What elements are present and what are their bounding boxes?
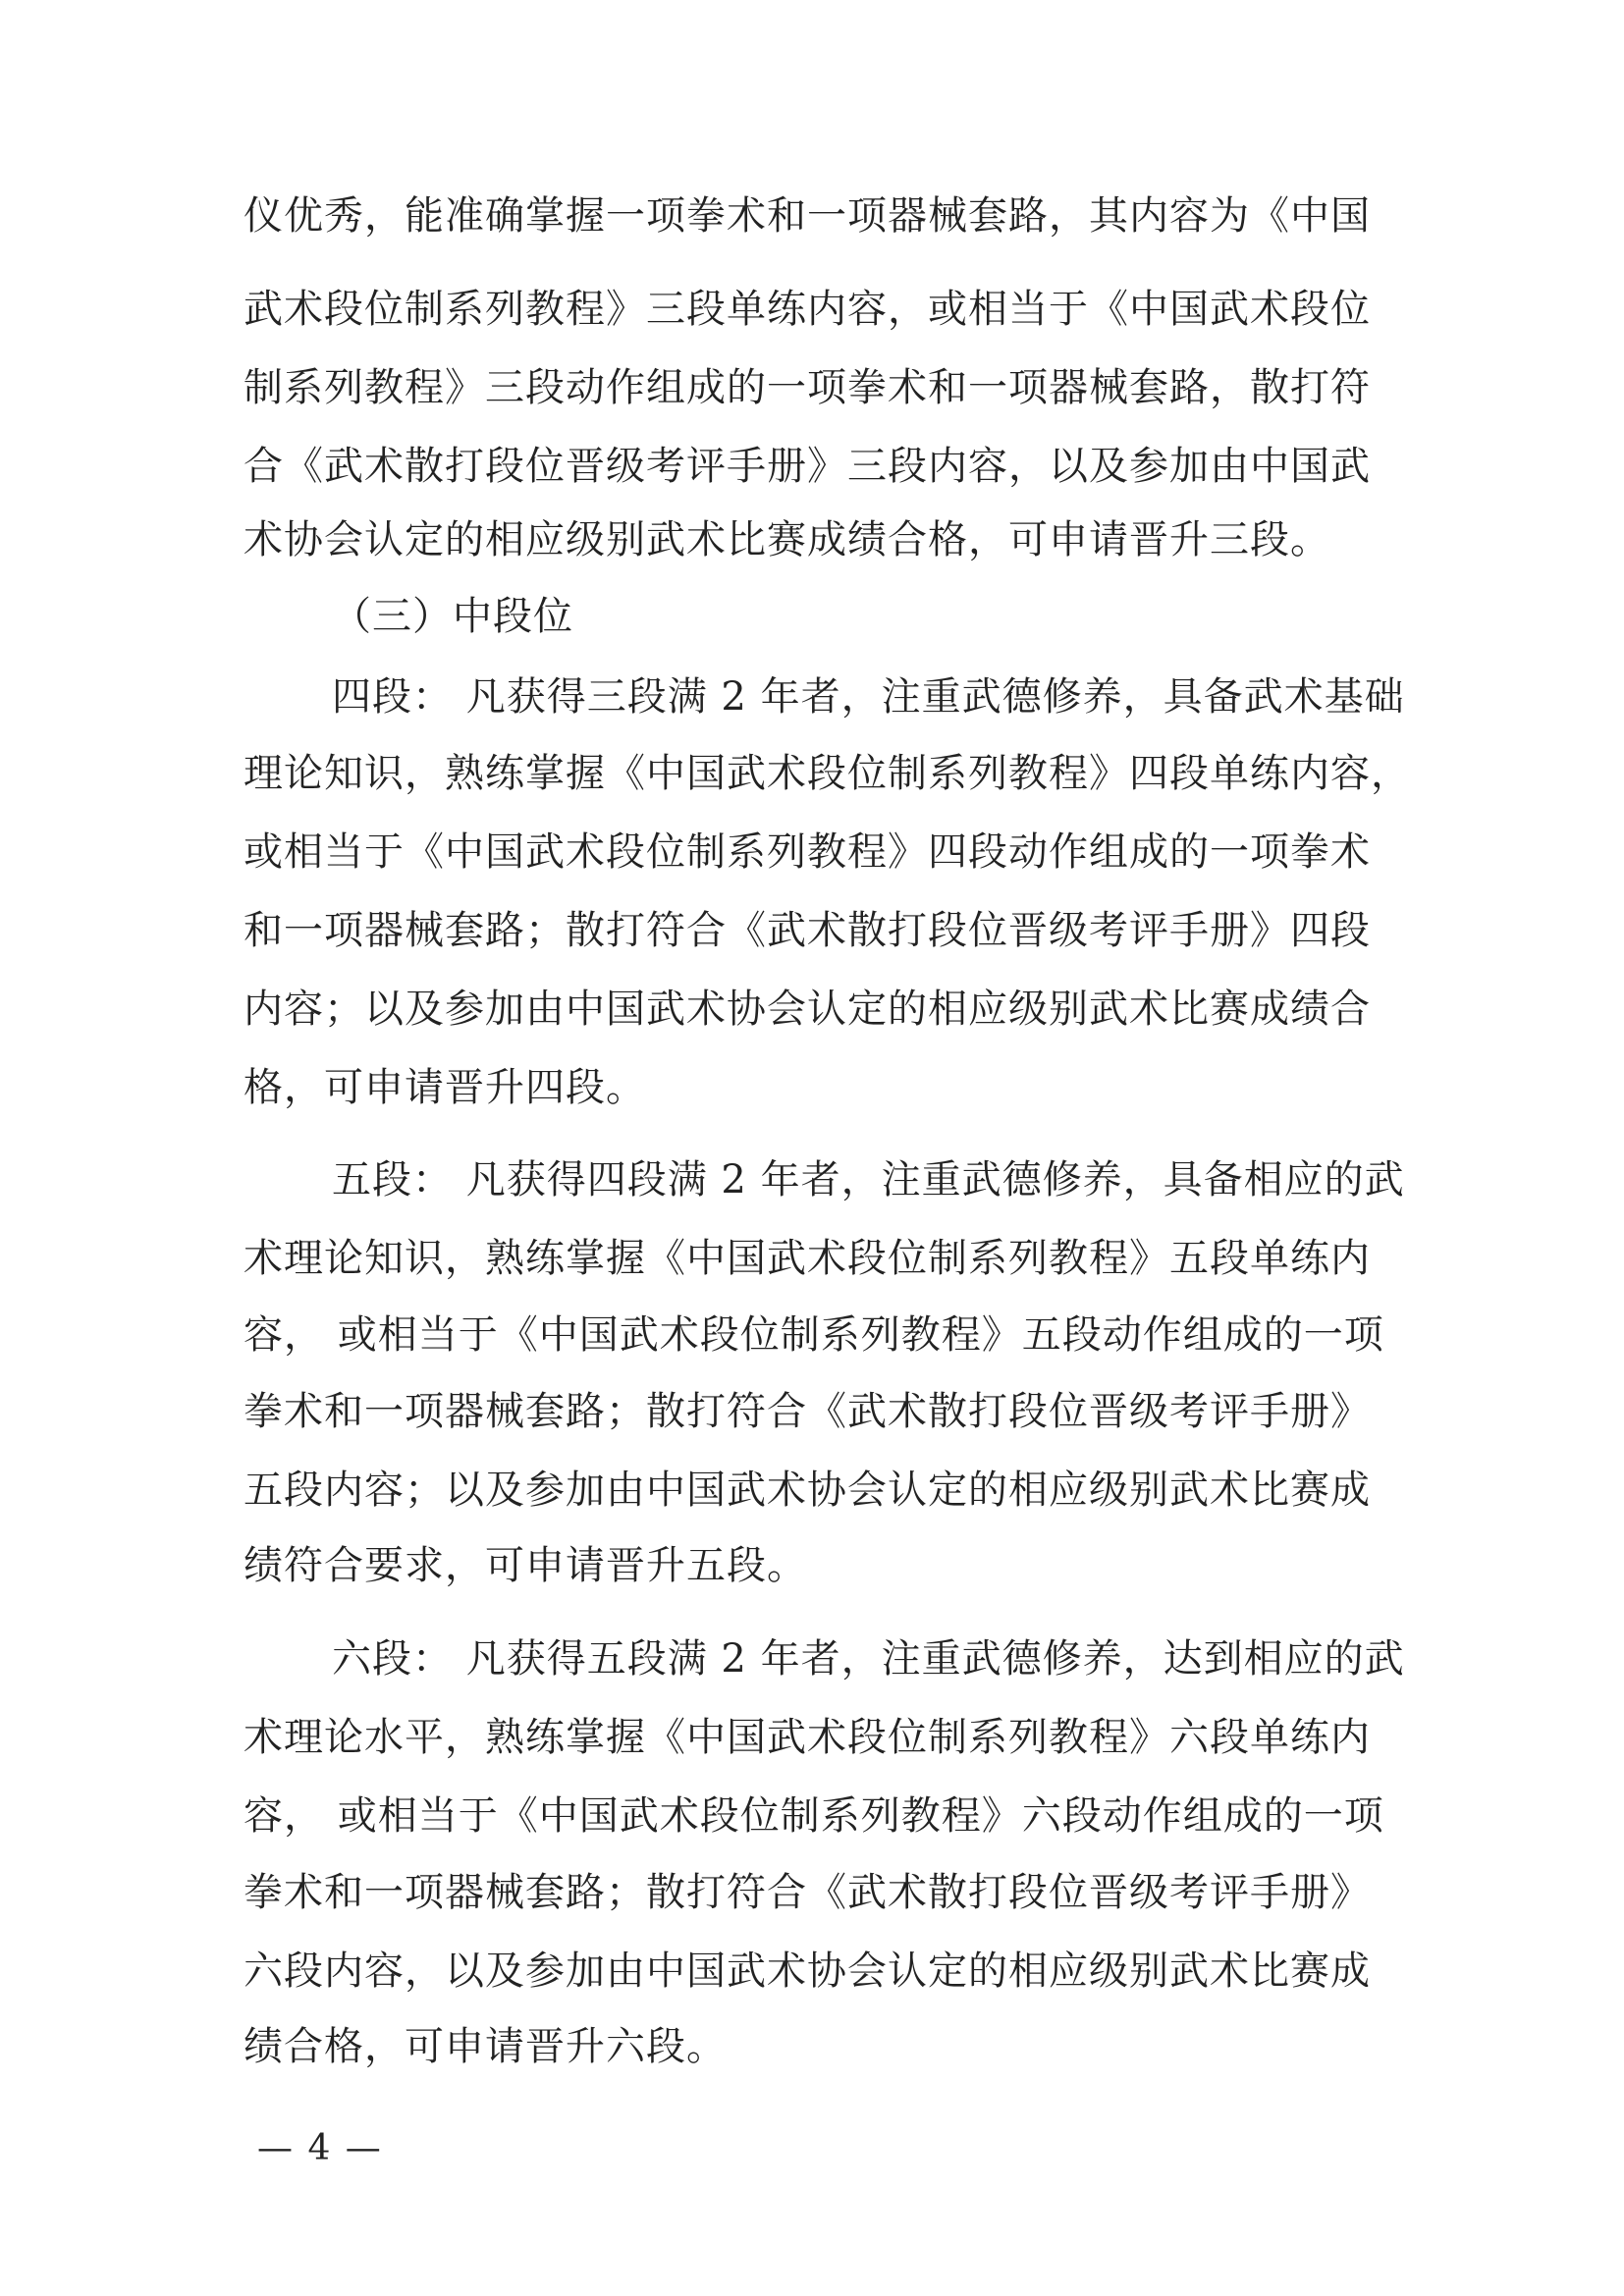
text-line: 容， 或相当于《中国武术段位制系列教程》五段动作组成的一项 [244, 1312, 1384, 1358]
text-line: 格，可申请晋升四段。 [244, 1065, 646, 1110]
text-line: 绩合格，可申请晋升六段。 [244, 2024, 727, 2069]
text-line: 仪优秀，能准确掌握一项拳术和一项器械套路，其内容为《中国 [244, 193, 1371, 239]
text-line: 六段内容，以及参加由中国武术协会认定的相应级别武术比赛成 [244, 1949, 1371, 1994]
text-line: 或相当于《中国武术段位制系列教程》四段动作组成的一项拳术 [244, 829, 1371, 875]
text-line: 拳术和一项器械套路；散打符合《武术散打段位晋级考评手册》 [244, 1389, 1371, 1434]
section-heading: （三）中段位 [332, 594, 573, 639]
text-line: 五段内容；以及参加由中国武术协会认定的相应级别武术比赛成 [244, 1468, 1371, 1513]
text-line: 术理论知识，熟练掌握《中国武术段位制系列教程》五段单练内 [244, 1236, 1371, 1281]
text-line: 术理论水平，熟练掌握《中国武术段位制系列教程》六段单练内 [244, 1715, 1371, 1760]
page-number: — 4 — [257, 2128, 383, 2168]
text-line: 绩符合要求，可申请晋升五段。 [244, 1543, 807, 1588]
text-line: 术协会认定的相应级别武术比赛成绩合格，可申请晋升三段。 [244, 517, 1330, 562]
text-line: 内容；以及参加由中国武术协会认定的相应级别武术比赛成绩合 [244, 987, 1371, 1032]
text-line: 武术段位制系列教程》三段单练内容，或相当于《中国武术段位 [244, 287, 1371, 332]
text-line: 五段： 凡获得四段满 2 年者，注重武德修养，具备相应的武 [332, 1157, 1405, 1202]
text-line: 和一项器械套路；散打符合《武术散打段位晋级考评手册》四段 [244, 908, 1371, 953]
text-line: 拳术和一项器械套路；散打符合《武术散打段位晋级考评手册》 [244, 1870, 1371, 1915]
text-line: 制系列教程》三段动作组成的一项拳术和一项器械套路，散打符 [244, 365, 1371, 410]
text-line: 理论知识，熟练掌握《中国武术段位制系列教程》四段单练内容， [244, 751, 1411, 796]
text-line: 六段： 凡获得五段满 2 年者，注重武德修养，达到相应的武 [332, 1636, 1405, 1682]
text-line: 容， 或相当于《中国武术段位制系列教程》六段动作组成的一项 [244, 1793, 1384, 1839]
text-line: 四段： 凡获得三段满 2 年者，注重武德修养，具备武术基础 [332, 674, 1405, 720]
text-line: 合《武术散打段位晋级考评手册》三段内容，以及参加由中国武 [244, 444, 1371, 489]
